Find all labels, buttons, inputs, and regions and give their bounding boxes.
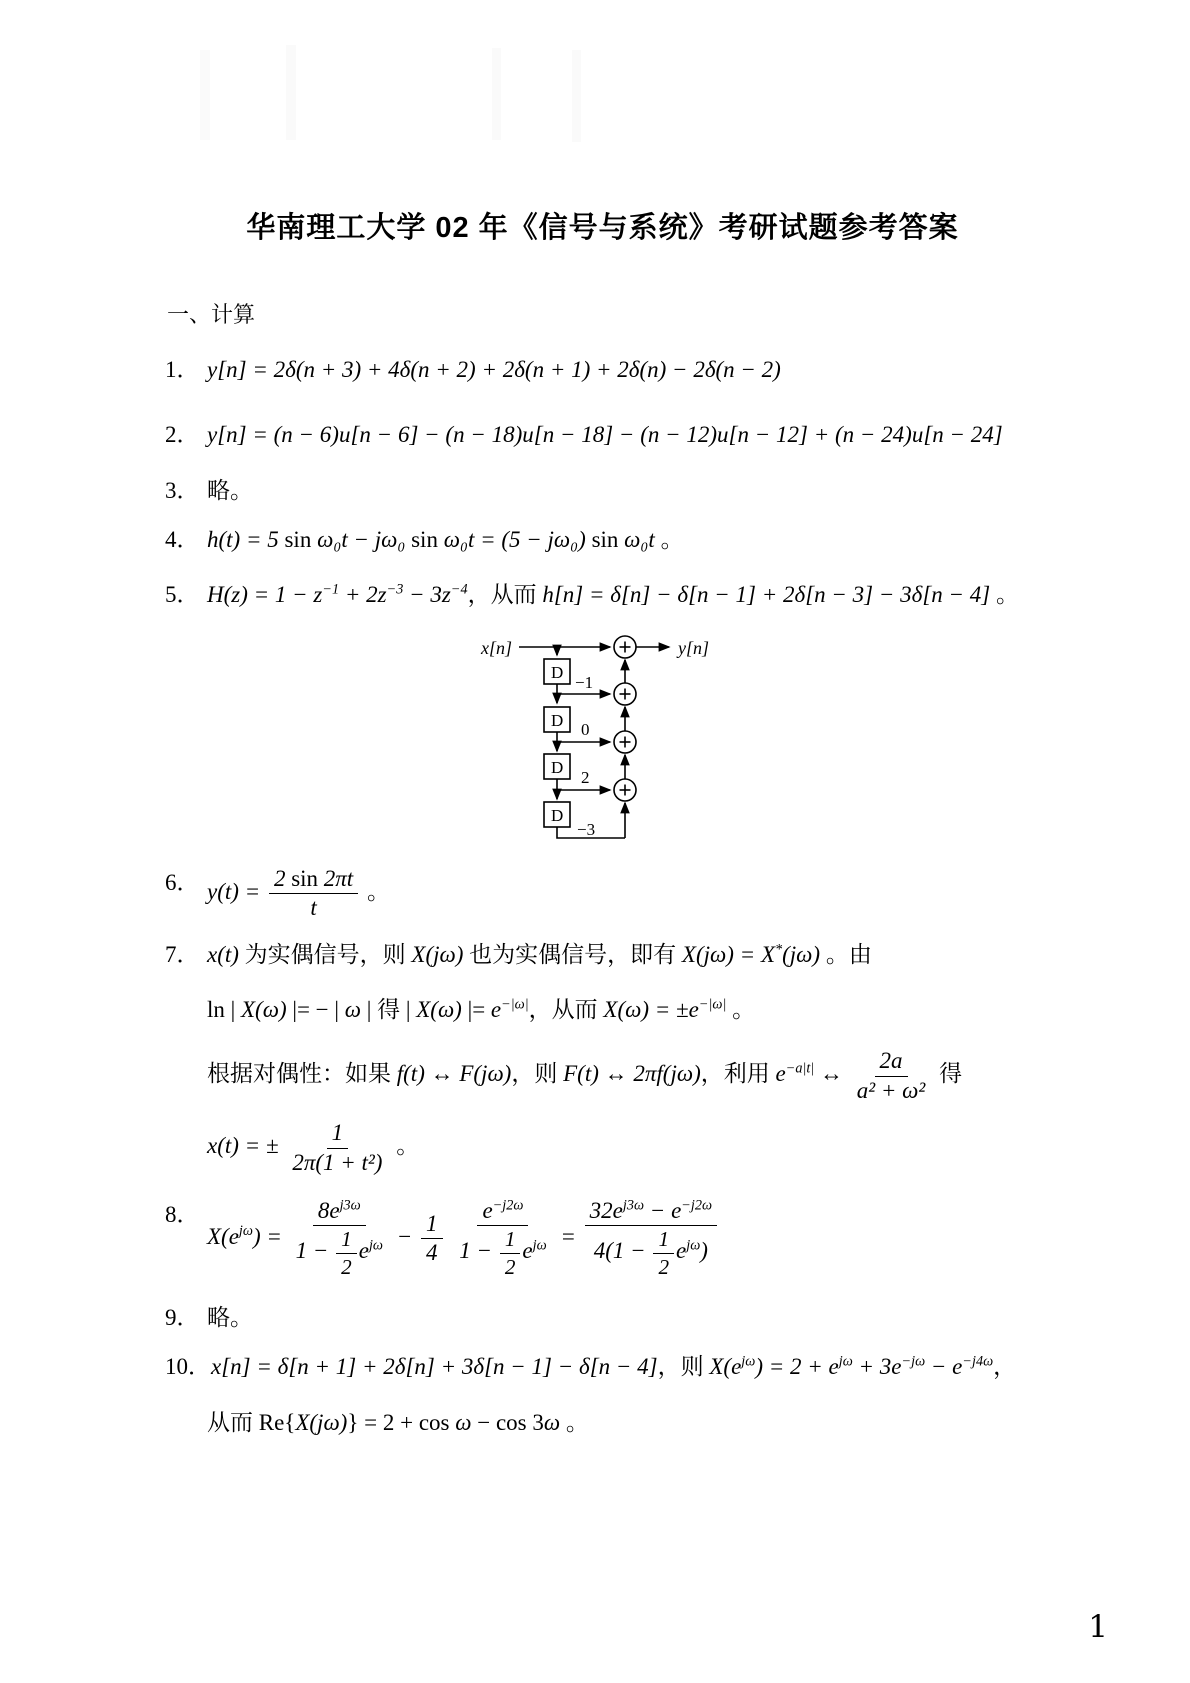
item-formula: x[n] = δ[n + 1] + 2δ[n] + 3δ[n − 1] − δ[n − 4]，则 $X(e^{j\omega}) = 2 + e^{j\omega} + 3e^{-j\omega} - e^{-j4\omega}$，	[211, 1353, 1017, 1380]
watermark-artifact	[200, 50, 210, 140]
answer-item-7	[165, 938, 1040, 971]
answer-item-3	[165, 474, 1040, 507]
diagram-input-label: x[n]	[481, 637, 512, 658]
answer-item-2	[165, 418, 1040, 451]
item-formula: x(t) 为实偶信号，则 X(jω) 也为实偶信号，即有 X(jω) = X*(jω) 。由	[207, 940, 872, 967]
item-number: 5．	[165, 582, 200, 608]
answer-item-7-line-3	[207, 1048, 1040, 1104]
delay-block-label: D	[551, 757, 564, 777]
item-formula: $H(z) = 1 - z^{-1} + 2z^{-3} - 3z^{-4}$，从而 h[n] = δ[n] − δ[n − 1] + 2δ[n − 3] − 3δ[n − 4] 。	[207, 581, 1020, 608]
block-diagram	[475, 630, 1040, 846]
item-text: 略。	[207, 477, 253, 503]
item-number: 2．	[165, 422, 200, 448]
item-formula: 根据对偶性：如果 f(t) ↔ F(jω)，则 F(t) ↔ 2πf(jω)，利用 $e^{-a|t|}$ ↔ $\frac{2a}{\text{a² + ω²}}$ 得	[207, 1048, 963, 1103]
answer-item-10	[165, 1350, 1040, 1383]
item-formula: 从而 Re{X(jω)} = 2 + cos ω − cos 3ω 。	[207, 1409, 589, 1435]
item-formula: $X(e^{j\omega})$ = $8e^{j3\omega}$ 1 − $\frac{1}{2}$ $e^{j\omega}$ − $\frac{1}{4}$ $e^{-j2\omega}$ 1 − $\frac{1}{2}$ $e^{j\omega}$ = $32e^{j3\omega} - e^{-j2\omega}$ 4(1 − $\frac{1}{2}$ $e^{j\omega}$)	[207, 1198, 720, 1279]
item-number: 10．	[165, 1354, 211, 1380]
item-formula: y[n] = 2δ(n + 3) + 4δ(n + 2) + 2δ(n + 1) + 2δ(n) − 2δ(n − 2)	[207, 357, 781, 382]
answer-item-7-line-4	[207, 1120, 1040, 1176]
answer-item-1	[165, 353, 1040, 386]
item-number: 8．	[165, 1202, 200, 1228]
item-number: 7．	[165, 941, 200, 967]
gain-label: −3	[577, 819, 596, 839]
delay-block-label: D	[551, 710, 564, 730]
item-text: 略。	[207, 1305, 253, 1331]
item-number: 6．	[165, 869, 200, 895]
answer-item-7-line-2	[207, 993, 1040, 1026]
item-formula: h(t) = 5 sin ω₀t − jω₀ sin ω₀t = (5 − jω₀) sin ω₀t 。	[207, 527, 684, 553]
answer-item-10-line-2	[207, 1406, 1040, 1439]
gain-label: −1	[575, 672, 594, 692]
answer-item-4	[165, 523, 1040, 556]
item-number: 9．	[165, 1305, 200, 1331]
delay-block-label: D	[551, 662, 564, 682]
answer-item-9	[165, 1301, 1040, 1334]
item-formula: y[n] = (n − 6)u[n − 6] − (n − 18)u[n − 18] − (n − 12)u[n − 12] + (n − 24)u[n − 24]	[207, 422, 1003, 448]
page-title: 华南理工大学 02 年《信号与系统》考研试题参考答案	[246, 212, 959, 244]
item-number: 4．	[165, 527, 200, 553]
filter-structure-diagram	[475, 630, 725, 846]
gain-label: 2	[581, 767, 590, 787]
item-formula: x(t) = ± $\frac{1}{\text{2π(1 + t²)}}$ 。	[207, 1120, 420, 1175]
delay-block-label: D	[551, 805, 564, 825]
watermark-artifact	[492, 48, 501, 140]
watermark-artifact	[286, 45, 296, 140]
answer-item-6	[165, 866, 1040, 922]
watermark-artifact	[572, 50, 581, 142]
section-heading: 一、计算	[167, 302, 256, 327]
diagram-output-label: y[n]	[678, 637, 709, 658]
item-formula: y(t) = $\frac{2 \sin 2\pi t}{t}$ 。	[207, 865, 390, 921]
item-formula: ln | X(ω) |= − | ω | 得 | X(ω) |= $e^{-|\omega|}$，从而 $X(\omega) = \pm e^{-|\omega|}$ 。	[207, 996, 756, 1022]
answer-item-8	[165, 1198, 1040, 1279]
item-number: 3．	[165, 477, 200, 503]
item-number: 1．	[165, 357, 200, 382]
page-number: 1	[1088, 1609, 1108, 1645]
answer-item-5	[165, 578, 1040, 611]
gain-label: 0	[581, 719, 590, 739]
